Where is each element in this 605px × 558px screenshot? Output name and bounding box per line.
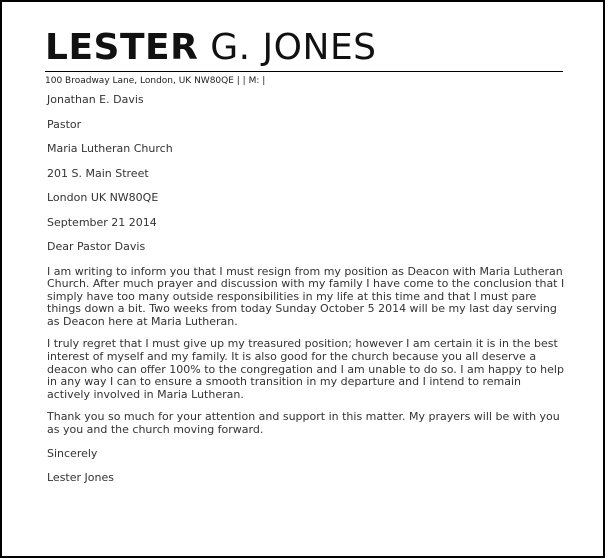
sender-first-name: LESTER — [45, 27, 199, 68]
recipient-name: Jonathan E. Davis — [47, 93, 144, 106]
letterhead — [45, 28, 565, 86]
closing: Sincerely — [47, 446, 98, 460]
sender-name — [45, 28, 565, 68]
body-paragraph: I am writing to inform you that I must resign from my position as Deacon with Maria Lutheran Church. After much prayer and discussion with my family I have come to the conclusion that I simply have too many outside responsibilities in my life at this time and that I must pare things down a bit. Two weeks from today Sunday October 5 2014 will be my last day serving as Deacon here at Maria Lutheran. — [47, 264, 565, 328]
sender-contact: 100 Broadway Lane, London, UK NW80QE | | M: | — [45, 76, 266, 86]
recipient-title: Pastor — [47, 117, 82, 131]
letter-date: September 21 2014 — [47, 215, 157, 229]
recipient-city: London UK NW80QE — [47, 191, 159, 204]
letterhead-divider — [45, 71, 563, 72]
signature-name: Lester Jones — [47, 471, 114, 485]
body-paragraph: I truly regret that I must give up my treasured position; however I am certain it is in the best interest of myself and my family. It is also good for the church because you all deserve a deacon who can offer 100% to the congregation and I am unable to do so. I am happy to help in any way I can to ensure a smooth transition in my departure and I intend to remain actively involved in Maria Lutheran. — [47, 337, 564, 401]
sender-rest-name: G. JONES — [198, 27, 377, 68]
recipient-organization: Maria Lutheran Church — [47, 142, 173, 155]
recipient-street: 201 S. Main Street — [47, 166, 149, 180]
body-paragraph: Thank you so much for your attention and support in this matter. My prayers will be with you as you and the church moving forward. — [47, 410, 560, 437]
salutation: Dear Pastor Davis — [47, 240, 146, 253]
letter-body — [47, 94, 567, 497]
